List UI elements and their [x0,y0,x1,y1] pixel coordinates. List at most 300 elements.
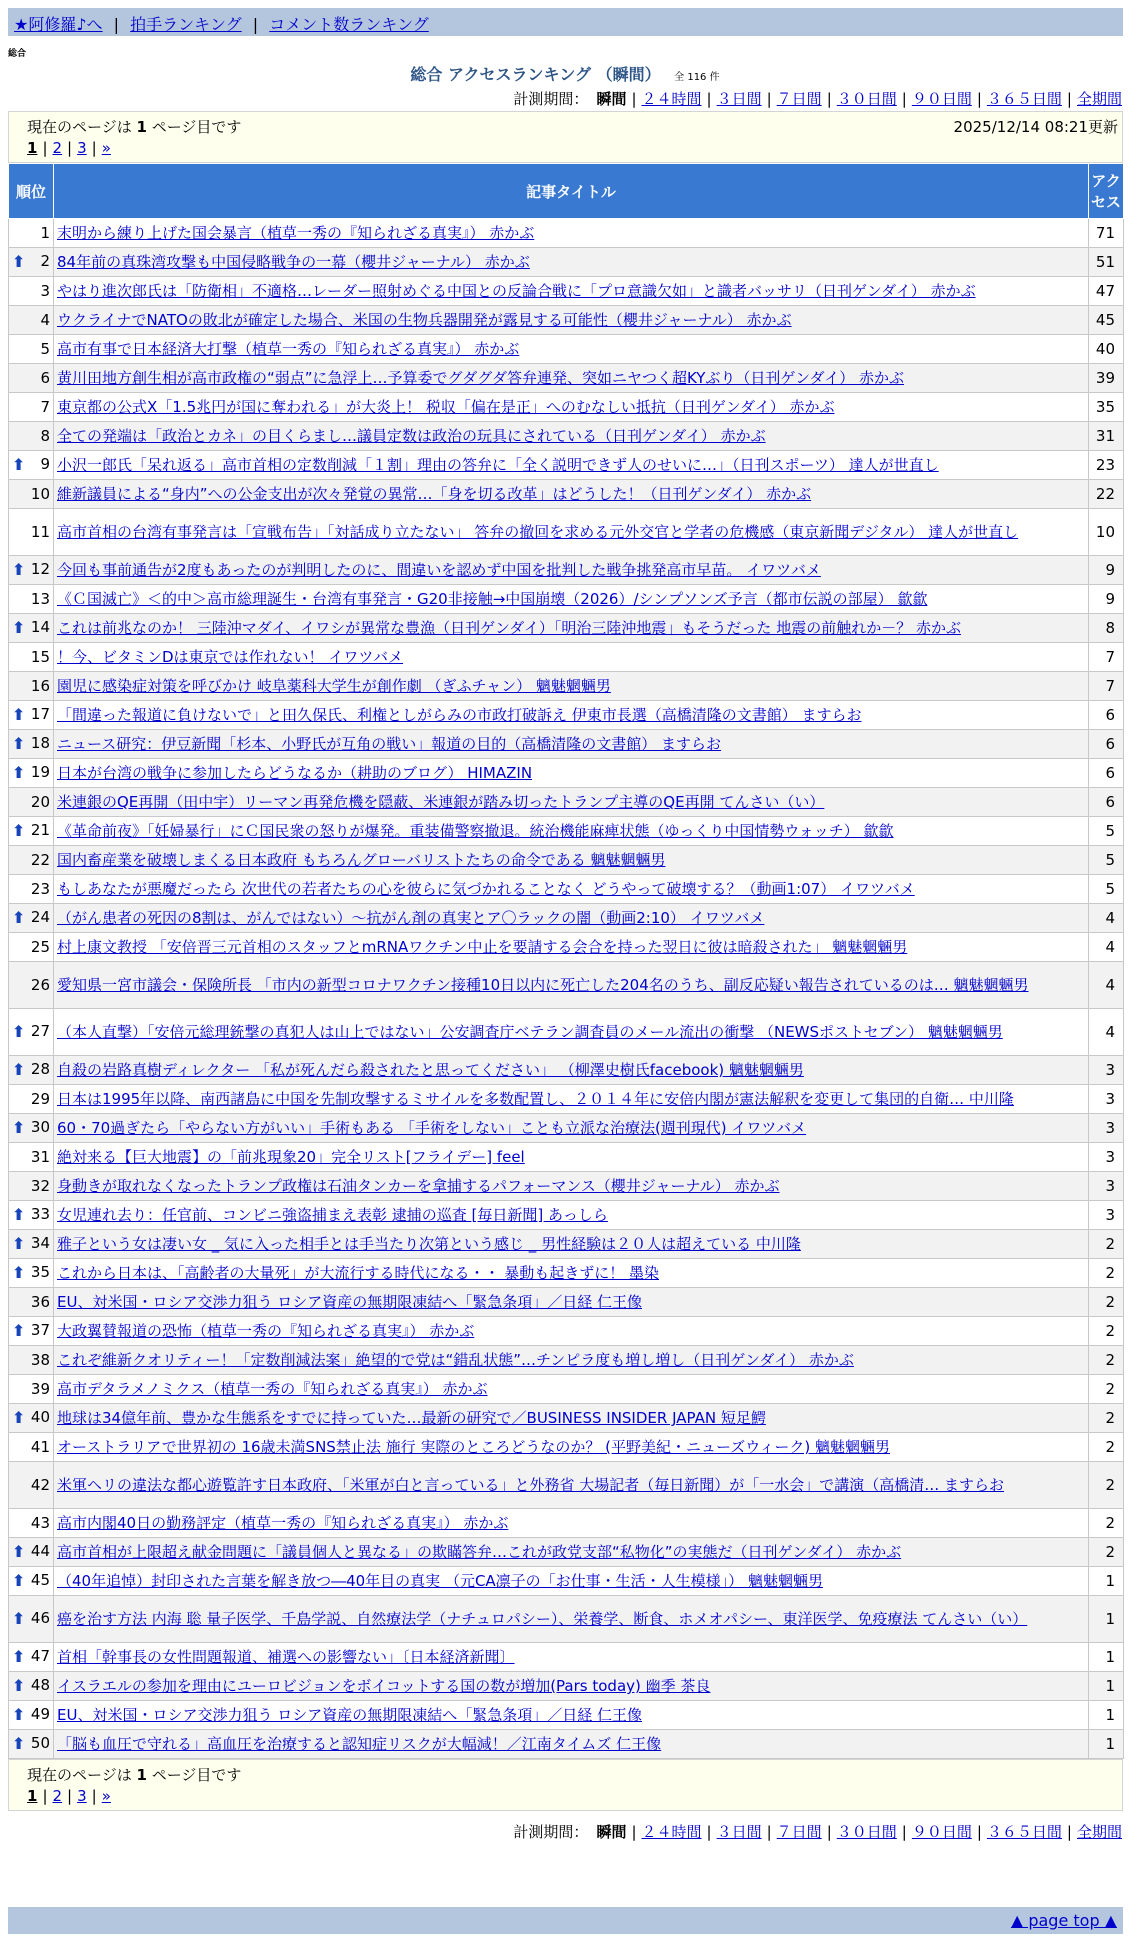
updated-timestamp: 2025/12/14 08:21更新 [953,118,1118,136]
table-row [9,672,1124,701]
rank-number: 32 [30,1177,50,1195]
rank-cell [9,509,54,556]
article-link[interactable]: 高市内閣40日の勤務評定（植草一秀の『知られざる真実』） 赤かぶ [57,1514,509,1532]
rank-number: 9 [40,455,50,473]
title-cell [54,1009,1089,1056]
title-cell [54,730,1089,759]
period-separator: | [766,90,772,108]
rank-cell [9,701,54,730]
period-separator: | [826,1823,832,1841]
table-row [9,248,1124,277]
period-separator: | [706,1823,712,1841]
period-link[interactable]: ２４時間 [641,1823,702,1841]
access-count: 2 [1089,1259,1124,1288]
home-link[interactable]: ★阿修羅♪へ [14,15,103,34]
up-arrow-icon: ⬆ [12,763,26,782]
rank-number: 20 [30,793,50,811]
article-link[interactable]: 84年前の真珠湾攻撃も中国侵略戦争の一幕（櫻井ジャーナル） 赤かぶ [57,253,530,271]
up-arrow-icon: ⬆ [12,1234,26,1253]
rank-number: 34 [30,1234,50,1252]
article-link[interactable]: 「脳も血圧で守れる」高血圧を治療すると認知症リスクが大幅減！／江南タイムズ 仁王像 [57,1735,662,1753]
rank-cell [9,1085,54,1114]
clap-ranking-link[interactable]: 拍手ランキング [130,15,242,34]
article-link[interactable]: （本人直撃）「安倍元総理銃撃の真犯人は山上ではない」公安調査庁ベテラン調査員のメール流出の衝撃 （NEWSポストセブン） 魑魅魍魎男 [57,1023,1003,1041]
title-cell [54,364,1089,393]
rank-number: 26 [30,976,50,994]
table-row [9,1730,1124,1759]
title-cell [54,1404,1089,1433]
article-link[interactable]: 維新議員による“身内”への公金支出が次々発覚の異常…「身を切る改革」はどうした！（日刊ゲンダイ） 赤かぶ [57,485,812,503]
period-link[interactable]: ３０日間 [836,90,897,108]
access-count: 10 [1089,509,1124,556]
access-count: 7 [1089,672,1124,701]
title-cell [54,277,1089,306]
rank-cell [9,556,54,585]
title-cell [54,1230,1089,1259]
title-cell [54,759,1089,788]
rank-number: 8 [40,427,50,445]
title-cell [54,1433,1089,1462]
table-row [9,509,1124,556]
table-row [9,643,1124,672]
title-cell [54,1172,1089,1201]
period-link[interactable]: ３日間 [716,90,762,108]
article-link[interactable]: 日本は1995年以降、南西諸島に中国を先制攻撃するミサイルを多数配置し、２０１４年に安倍内閣が憲法解釈を変更して集団的自衛… 中川隆 [57,1090,1014,1108]
article-link[interactable]: 癌を治す方法 内海 聡 量子医学、千島学説、自然療法学（ナチュロパシー）、栄養学、断食、ホメオパシー、東洋医学、免疫療法 てんさい（い） [57,1610,1028,1628]
current-page-prefix: 現在のページは [27,1766,132,1784]
rank-number: 38 [30,1351,50,1369]
rank-cell [9,1509,54,1538]
title-cell [54,817,1089,846]
access-count: 2 [1089,1433,1124,1462]
rank-cell [9,1230,54,1259]
period-separator: | [1066,90,1072,108]
article-link[interactable]: ウクライナでNATOの敗北が確定した場合、米国の生物兵器開発が露見する可能性（櫻井ジャーナル） 赤かぶ [57,311,792,329]
title-cell [54,248,1089,277]
access-count: 31 [1089,422,1124,451]
rank-cell [9,1538,54,1567]
access-count: 3 [1089,1143,1124,1172]
rank-number: 35 [30,1263,50,1281]
rank-number: 27 [30,1022,50,1040]
title-cell [54,422,1089,451]
article-link[interactable]: 高市首相の台湾有事発言は「宣戦布告」「対話成り立たない」 答弁の撤回を求める元外交官と学者の危機感（東京新聞デジタル） 達人が世直し [57,523,1019,541]
table-row [9,962,1124,1009]
item-count: 全 116 件 [674,72,720,83]
table-row [9,817,1124,846]
up-arrow-icon: ⬆ [12,1263,26,1282]
rank-number: 15 [30,648,50,666]
rank-number: 10 [30,485,50,503]
page-current: 1 [27,1787,38,1805]
rank-cell [9,335,54,364]
ranking-title: 総合 アクセスランキング （瞬間） [410,65,661,84]
current-page-number: 1 [136,1766,147,1784]
period-link[interactable]: 全期間 [1076,90,1122,108]
title-cell [54,614,1089,643]
period-link[interactable]: 全期間 [1076,1823,1122,1841]
article-link[interactable]: 高市首相が上限超え献金問題に「議員個人と異なる」の欺瞞答弁…これが政党支部“私物化”の実態だ（日刊ゲンダイ） 赤かぶ [57,1543,902,1561]
rank-cell [9,1462,54,1509]
access-count: 35 [1089,393,1124,422]
period-link[interactable]: ３０日間 [836,1823,897,1841]
table-row [9,585,1124,614]
rank-number: 42 [30,1476,50,1494]
current-page-text [27,116,241,137]
title-cell [54,1596,1089,1643]
title-cell [54,701,1089,730]
article-link[interactable]: 60・70過ぎたら「やらない方がいい」手術もある 「手術をしない」ことも立派な治療法(週刊現代) イワツバメ [57,1119,807,1137]
rank-number: 4 [40,311,50,329]
rank-cell [9,643,54,672]
up-arrow-icon: ⬆ [12,821,26,840]
title-cell [54,1643,1089,1672]
title-cell [54,788,1089,817]
article-link[interactable]: 小沢一郎氏「呆れ返る」高市首相の定数削減「１割」理由の答弁に「全く説明できず人のせいに…」（日刊スポーツ） 達人が世直し [57,456,939,474]
table-row [9,1085,1124,1114]
article-link[interactable]: 末明から練り上げた国会暴言（植草一秀の『知られざる真実』） 赤かぶ [57,224,535,242]
access-count: 4 [1089,933,1124,962]
access-count: 2 [1089,1509,1124,1538]
rank-number: 46 [30,1609,50,1627]
table-row [9,480,1124,509]
page-link[interactable]: » [101,1787,111,1805]
rank-cell [9,846,54,875]
page-current: 1 [27,139,38,157]
period-separator: | [976,90,982,108]
rank-cell [9,277,54,306]
access-count: 2 [1089,1346,1124,1375]
access-count: 2 [1089,1375,1124,1404]
rank-number: 47 [30,1647,50,1665]
page-separator: | [91,1787,97,1805]
article-link[interactable]: 園児に感染症対策を呼びかけ 岐阜薬科大学生が創作劇 （ぎふチャン） 魑魅魍魎男 [57,677,611,695]
article-link[interactable]: 女児連れ去り：任官前、コンビニ強盗捕まえ表彰 逮捕の巡査 [毎日新聞] あっしら [57,1206,608,1224]
rank-number: 29 [30,1090,50,1108]
column-header-access: アクセス [1089,164,1124,219]
article-link[interactable]: 愛知県一宮市議会・保険所長 「市内の新型コロナワクチン接種10日以内に死亡した204名のうち、副反応疑い報告されているのは… 魑魅魍魎男 [57,976,1029,994]
access-count: 6 [1089,759,1124,788]
table-row [9,556,1124,585]
period-link[interactable]: ９０日間 [911,90,972,108]
rank-number: 12 [30,560,50,578]
table-row [9,1672,1124,1701]
article-link[interactable]: （がん患者の死因の8割は、がんではない）～抗がん剤の真実とア〇ラックの闇（動画2:10） イワツバメ [57,909,765,927]
rank-number: 19 [30,763,50,781]
page-top-link[interactable]: ▲ page top ▲ [1010,1911,1117,1930]
page-links [27,139,111,157]
article-link[interactable]: 今回も事前通告が2度もあったのが判明したのに、間違いを認めず中国を批判した戦争挑発高市早苗。 イワツバメ [57,561,821,579]
article-link[interactable]: これぞ維新クオリティー！「定数削減法案」絶望的で党は“錯乱状態”…チンピラ度も増し増し（日刊ゲンダイ） 赤かぶ [57,1351,854,1369]
period-label: 計測期間： [513,1823,589,1841]
title-cell [54,509,1089,556]
period-link[interactable]: ３６５日間 [986,1823,1062,1841]
article-link[interactable]: 《Ｃ国滅亡》＜的中＞高市総理誕生・台湾有事発言・G20非接触→中国崩壊（2026）/シンプソンズ予言（都市伝説の部屋） 歙歙 [57,590,928,608]
article-link[interactable]: これから日本は、「高齢者の大量死」が大流行する時代になる・・ 暴動も起きずに！ 墨染 [57,1264,660,1282]
page-title [0,62,1130,85]
up-arrow-icon: ⬆ [12,1705,26,1724]
page-link[interactable]: 2 [52,1787,63,1805]
period-separator: | [1066,1823,1072,1841]
title-cell [54,1375,1089,1404]
access-count: 4 [1089,1009,1124,1056]
top-nav [8,8,1123,36]
rank-number: 17 [30,705,50,723]
up-arrow-icon: ⬆ [12,1609,26,1628]
table-row [9,1462,1124,1509]
rank-cell [9,1433,54,1462]
article-link[interactable]: 日本が台湾の戦争に参加したらどうなるか（耕助のブログ） HIMAZIN [57,764,533,782]
article-link[interactable]: 全ての発端は「政治とカネ」の目くらまし…議員定数は政治の玩具にされている（日刊ゲンダイ） 赤かぶ [57,427,766,445]
access-count: 6 [1089,788,1124,817]
access-count: 4 [1089,904,1124,933]
table-row [9,1701,1124,1730]
up-arrow-icon: ⬆ [12,1118,26,1137]
period-separator: | [826,90,832,108]
title-cell [54,393,1089,422]
article-link[interactable]: 地球は34億年前、豊かな生態系をすでに持っていた…最新の研究で／BUSINESS INSIDER JAPAN 短足鰐 [57,1409,766,1427]
period-separator: | [706,90,712,108]
article-link[interactable]: 《革命前夜》「妊婦暴行」にＣ国民衆の怒りが爆発。重装備警察撤退。統治機能麻痺状態（ゆっくり中国情勢ウォッチ） 歙歙 [57,822,894,840]
access-count: 1 [1089,1730,1124,1759]
title-cell [54,1462,1089,1509]
article-link[interactable]: 雅子という女は凄い女 _ 気に入った相手とは手当たり次第という感じ _ 男性経験は２０人は超えている 中川隆 [57,1235,801,1253]
article-link[interactable]: やはり進次郎氏は「防衛相」不適格…レーダー照射めぐる中国との反論合戦に「プロ意識欠如」と識者バッサリ（日刊ゲンダイ） 赤かぶ [57,282,976,300]
article-link[interactable]: 大政翼賛報道の恐怖（植草一秀の『知られざる真実』） 赤かぶ [57,1322,475,1340]
rank-cell [9,817,54,846]
rank-cell [9,306,54,335]
article-link[interactable]: 米連銀のQE再開（田中宇）リーマン再発危機を隠蔽、米連銀が踏み切ったトランプ主導のQE再開 てんさい（い） [57,793,825,811]
article-link[interactable]: 絶対来る【巨大地震】の「前兆現象20」完全リスト[フライデー] feel [57,1148,525,1166]
period-link[interactable]: ９０日間 [911,1823,972,1841]
rank-number: 40 [30,1408,50,1426]
rank-cell [9,1317,54,1346]
title-cell [54,1346,1089,1375]
table-row [9,1433,1124,1462]
rank-cell [9,1201,54,1230]
title-cell [54,1114,1089,1143]
current-page-number: 1 [136,118,147,136]
rank-number: 18 [30,734,50,752]
rank-number: 45 [30,1571,50,1589]
rank-number: 36 [30,1293,50,1311]
up-arrow-icon: ⬆ [12,1542,26,1561]
page-separator: | [42,1787,48,1805]
access-count: 2 [1089,1288,1124,1317]
current-page-prefix: 現在のページは [27,118,132,136]
rank-cell [9,1596,54,1643]
table-row [9,451,1124,480]
article-link[interactable]: これは前兆なのか！ 三陸沖マダイ、イワシが異常な豊漁（日刊ゲンダイ）「明治三陸沖地震」もそうだった 地震の前触れか－？ 赤かぶ [57,619,961,637]
access-count: 2 [1089,1462,1124,1509]
table-row [9,1143,1124,1172]
up-arrow-icon: ⬆ [12,560,26,579]
table-row [9,875,1124,904]
up-arrow-icon: ⬆ [12,1647,26,1666]
title-cell [54,933,1089,962]
page-link[interactable]: 3 [77,139,87,157]
up-arrow-icon: ⬆ [12,734,26,753]
rank-cell [9,1288,54,1317]
period-separator: | [631,90,637,108]
access-count: 40 [1089,335,1124,364]
ranking-table [8,163,1124,1759]
article-link[interactable]: 「間違った報道に負けないで」と田久保氏、利権としがらみの市政打破訴え 伊東市長選（高橋清隆の文書館） ますらお [57,706,862,724]
article-link[interactable]: EU、対米国・ロシア交渉力狙う ロシア資産の無期限凍結へ「緊急条項」／日経 仁王像 [57,1706,642,1724]
table-row [9,1375,1124,1404]
table-row [9,1056,1124,1085]
period-link[interactable]: ７日間 [776,90,822,108]
nav-separator: | [113,15,120,34]
rank-cell [9,422,54,451]
rank-cell [9,1567,54,1596]
rank-number: 11 [30,523,50,541]
article-link[interactable]: 国内畜産業を破壊しまくる日本政府 もちろんグローバリストたちの命令である 魑魅魍魎男 [57,851,666,869]
access-count: 47 [1089,277,1124,306]
rank-cell [9,904,54,933]
title-cell [54,846,1089,875]
up-arrow-icon: ⬆ [12,1321,26,1340]
table-row [9,1643,1124,1672]
article-link[interactable]: 村上康文教授 「安倍晋三元首相のスタッフとmRNAワクチン中止を要請する会合を持った翌日に彼は暗殺された」 魑魅魍魎男 [57,938,908,956]
table-row [9,1509,1124,1538]
article-link[interactable]: オーストラリアで世界初の 16歳未満SNS禁止法 施行 実際のところどうなのか？ (平野美紀・ニューズウィーク) 魑魅魍魎男 [57,1438,890,1456]
access-count: 1 [1089,1672,1124,1701]
table-row [9,1317,1124,1346]
period-link[interactable]: ３６５日間 [986,90,1062,108]
article-link[interactable]: 身動きが取れなくなったトランプ政権は石油タンカーを拿捕するパフォーマンス（櫻井ジャーナル） 赤かぶ [57,1177,780,1195]
rank-number: 25 [30,938,50,956]
table-row [9,1201,1124,1230]
rank-cell [9,1009,54,1056]
article-link[interactable]: ！今、ビタミンDは東京では作れない！ イワツバメ [57,648,404,666]
rank-cell [9,248,54,277]
period-link[interactable]: ２４時間 [641,90,702,108]
period-current: 瞬間 [596,1823,627,1841]
up-arrow-icon: ⬆ [12,1022,26,1041]
period-link[interactable]: ３日間 [716,1823,762,1841]
article-link[interactable]: 黄川田地方創生相が高市政権の“弱点”に急浮上…予算委でグダグダ答弁連発、突如ニヤつく超KYぶり（日刊ゲンダイ） 赤かぶ [57,369,904,387]
rank-cell [9,672,54,701]
access-count: 22 [1089,480,1124,509]
up-arrow-icon: ⬆ [12,1676,26,1695]
article-link[interactable]: 東京都の公式X「1.5兆円が国に奪われる」が大炎上！ 税収「偏在是正」へのむなしい抵抗（日刊ゲンダイ） 赤かぶ [57,398,835,416]
rank-cell [9,788,54,817]
title-cell [54,1701,1089,1730]
table-row [9,364,1124,393]
rank-cell [9,933,54,962]
page-separator: | [42,139,48,157]
rank-cell [9,614,54,643]
title-cell [54,904,1089,933]
access-count: 3 [1089,1172,1124,1201]
rank-cell [9,1701,54,1730]
rank-cell [9,1672,54,1701]
table-row [9,788,1124,817]
table-row [9,1172,1124,1201]
rank-cell [9,1114,54,1143]
up-arrow-icon: ⬆ [12,1571,26,1590]
article-link[interactable]: もしあなたが悪魔だったら 次世代の若者たちの心を彼らに気づかれることなく どうやって破壊する？（動画1:07） イワツバメ [57,880,915,898]
access-count: 5 [1089,846,1124,875]
rank-number: 2 [40,252,50,270]
access-count: 8 [1089,614,1124,643]
article-link[interactable]: 高市有事で日本経済大打撃（植草一秀の『知られざる真実』） 赤かぶ [57,340,520,358]
table-row [9,1230,1124,1259]
article-link[interactable]: EU、対米国・ロシア交渉力狙う ロシア資産の無期限凍結へ「緊急条項」／日経 仁王像 [57,1293,642,1311]
rank-number: 37 [30,1321,50,1339]
access-count: 3 [1089,1056,1124,1085]
table-row [9,1114,1124,1143]
title-cell [54,1143,1089,1172]
rank-cell [9,1259,54,1288]
table-row [9,393,1124,422]
rank-number: 39 [30,1380,50,1398]
access-count: 3 [1089,1085,1124,1114]
page-link[interactable]: 2 [52,139,63,157]
nav-separator: | [252,15,259,34]
rank-cell [9,451,54,480]
article-link[interactable]: （40年追悼）封印された言葉を解き放つ―40年目の真実 （元CA凛子の「お仕事・生活・人生模様」） 魑魅魍魎男 [57,1572,823,1590]
title-cell [54,1672,1089,1701]
access-count: 9 [1089,585,1124,614]
rank-number: 41 [30,1438,50,1456]
rank-number: 44 [30,1542,50,1560]
page-link[interactable]: » [101,139,111,157]
period-link[interactable]: ７日間 [776,1823,822,1841]
article-link[interactable]: 米軍ヘリの違法な都心遊覧許す日本政府、「米軍が白と言っている」と外務省 大場記者（毎日新聞）が「一水会」で講演（高橋清… ますらお [57,1476,1005,1494]
article-link[interactable]: ニュース研究：伊豆新聞「杉本、小野氏が互角の戦い」報道の目的（高橋清隆の文書館） ますらお [57,735,722,753]
period-separator: | [976,1823,982,1841]
article-link[interactable]: 高市デタラメノミクス（植草一秀の『知られざる真実』） 赤かぶ [57,1380,488,1398]
article-link[interactable]: イスラエルの参加を理由にユーロビジョンをボイコットする国の数が増加(Pars today) 幽季 茶良 [57,1677,711,1695]
table-row [9,1567,1124,1596]
access-count: 6 [1089,701,1124,730]
access-count: 1 [1089,1596,1124,1643]
title-cell [54,585,1089,614]
table-row [9,1288,1124,1317]
up-arrow-icon: ⬆ [12,1205,26,1224]
article-link[interactable]: 首相「幹事長の女性問題報道、補選への影響ない」〔日本経済新聞〕 [57,1648,515,1666]
period-separator: | [766,1823,772,1841]
current-page-suffix: ページ目です [151,1766,242,1784]
access-count: 1 [1089,1643,1124,1672]
comment-ranking-link[interactable]: コメント数ランキング [269,15,429,34]
rank-cell [9,480,54,509]
rank-number: 33 [30,1205,50,1223]
access-count: 5 [1089,817,1124,846]
article-link[interactable]: 自殺の岩路真樹ディレクター 「私が死んだら殺されたと思ってください」 （柳澤史樹氏facebook) 魑魅魍魎男 [57,1061,804,1079]
pager-bottom [8,1759,1123,1811]
rank-number: 21 [30,821,50,839]
table-row [9,306,1124,335]
rank-number: 31 [30,1148,50,1166]
table-row [9,730,1124,759]
category-label: 総合 [8,49,27,59]
title-cell [54,1317,1089,1346]
page-separator: | [67,139,73,157]
up-arrow-icon: ⬆ [12,252,26,271]
title-cell [54,962,1089,1009]
table-row [9,1596,1124,1643]
title-cell [54,1730,1089,1759]
period-label: 計測期間： [513,90,589,108]
rank-cell [9,1056,54,1085]
rank-cell [9,219,54,248]
page-link[interactable]: 3 [77,1787,87,1805]
rank-number: 6 [40,369,50,387]
up-arrow-icon: ⬆ [12,1060,26,1079]
